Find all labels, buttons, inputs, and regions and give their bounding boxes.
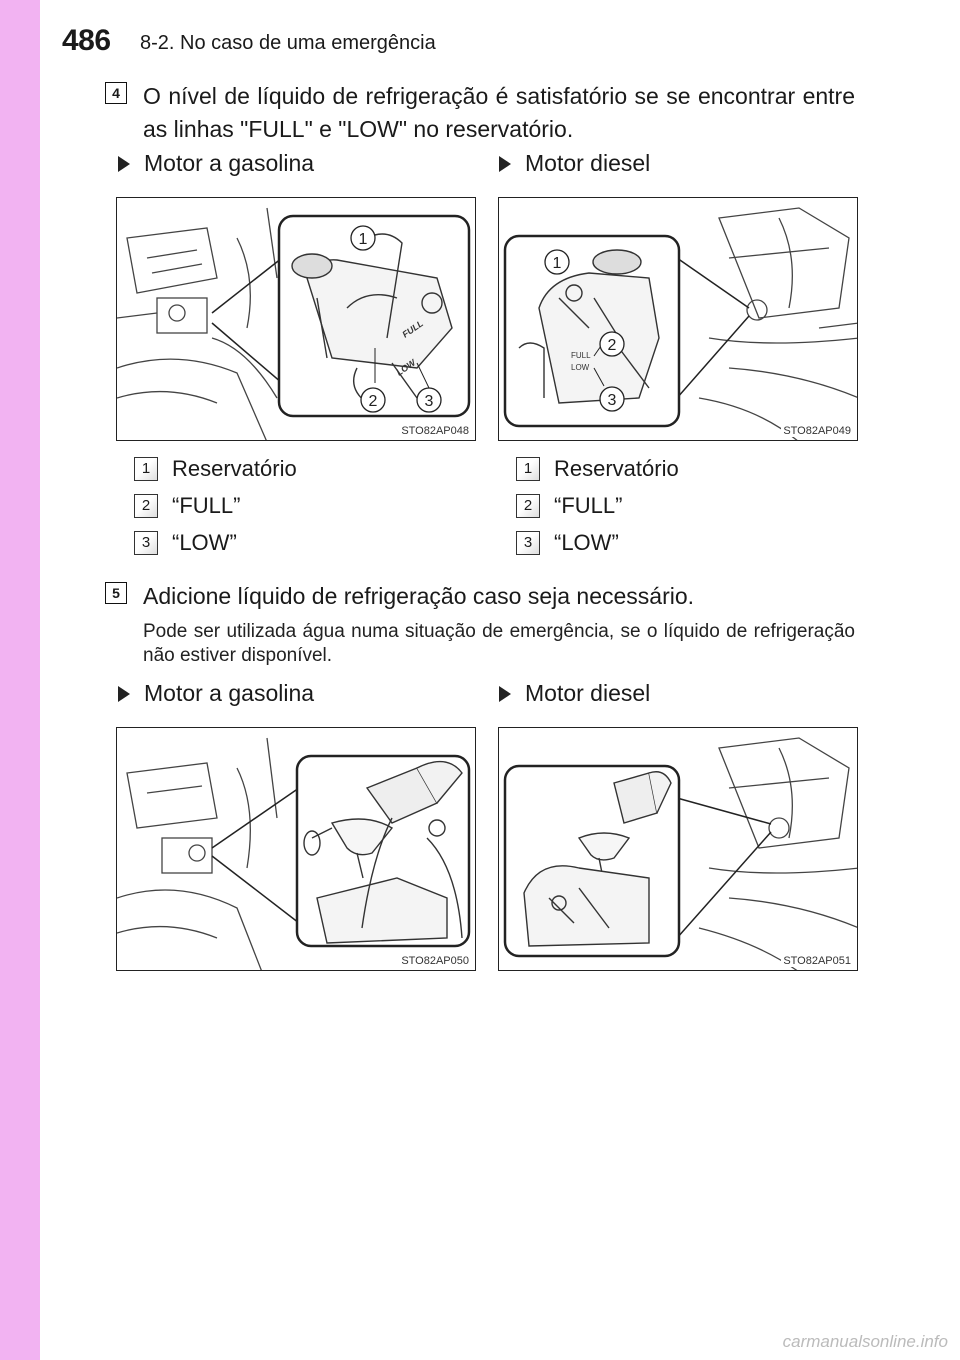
- triangle-bullet-icon: [499, 686, 511, 702]
- legend-item-reservoir: [134, 456, 297, 482]
- step-4-text: O nível de líquido de refrigeração é satisfatório se se encontrar entre as linhas "FULL" e "LOW" no reservatório.: [143, 83, 855, 142]
- legend-item-low: [134, 530, 237, 556]
- engine-bay-diesel-illustration: [499, 198, 858, 441]
- legend-number: 3: [516, 531, 540, 555]
- step-5-note: Pode ser utilizada água numa situação de emergência, se o líquido de refrigeração não estiver disponível.: [143, 621, 855, 666]
- subhead-label: Motor diesel: [525, 150, 651, 176]
- engine-bay-diesel-refill-illustration: [499, 728, 858, 971]
- step-badge-5: 5: [105, 582, 127, 604]
- subhead-label: Motor diesel: [525, 680, 651, 706]
- callout-3: 3: [607, 392, 617, 409]
- section-title: 8-2. No caso de uma emergência: [140, 32, 436, 54]
- subhead-gasoline-top: [118, 150, 314, 177]
- legend-number: 1: [134, 457, 158, 481]
- legend-text: “LOW”: [172, 530, 237, 555]
- subhead-label: Motor a gasolina: [144, 150, 315, 176]
- legend-number: 2: [134, 494, 158, 518]
- legend-item-full: [134, 493, 240, 519]
- site-watermark: carmanualsonline.info: [782, 1332, 948, 1351]
- callout-1: 1: [358, 231, 368, 248]
- figure-gasoline-adding-coolant: [116, 727, 476, 971]
- inset-low-label: LOW: [394, 357, 418, 378]
- legend-text: Reservatório: [554, 456, 679, 481]
- legend-text: Reservatório: [172, 456, 297, 481]
- triangle-bullet-icon: [499, 156, 511, 172]
- legend-item-full: [516, 493, 622, 519]
- subhead-gasoline-bottom: [118, 680, 314, 707]
- subhead-label: Motor a gasolina: [144, 680, 315, 706]
- callout-2: 2: [368, 393, 378, 410]
- legend-number: 1: [516, 457, 540, 481]
- figure-code: STO82AP050: [401, 955, 469, 967]
- step-5-text: Adicione líquido de refrigeração caso seja necessário.: [143, 583, 695, 609]
- triangle-bullet-icon: [118, 156, 130, 172]
- callout-1: 1: [552, 255, 562, 272]
- figure-gasoline-reservoir: [116, 197, 476, 441]
- legend-item-reservoir: [516, 456, 679, 482]
- figure-code: STO82AP051: [783, 955, 851, 967]
- legend-text: “LOW”: [554, 530, 619, 555]
- legend-text: “FULL”: [172, 493, 241, 518]
- callout-2: 2: [607, 337, 617, 354]
- step-badge-4: 4: [105, 82, 127, 104]
- legend-number: 2: [516, 494, 540, 518]
- page-number: 486: [62, 24, 111, 57]
- legend-item-low: [516, 530, 619, 556]
- zoom-line: [677, 798, 771, 824]
- engine-bay-gasoline-refill-illustration: [117, 728, 476, 971]
- callout-3: 3: [424, 393, 434, 410]
- triangle-bullet-icon: [118, 686, 130, 702]
- figure-code: STO82AP048: [401, 425, 469, 437]
- legend-text: “FULL”: [554, 493, 623, 518]
- subhead-diesel-bottom: [499, 680, 650, 707]
- engine-bay-gasoline-illustration: [117, 198, 476, 441]
- legend-number: 3: [134, 531, 158, 555]
- inset-full-label: FULL: [571, 351, 591, 360]
- zoom-line: [212, 788, 299, 848]
- subhead-diesel-top: [499, 150, 650, 177]
- inset-full-label: FULL: [400, 318, 425, 340]
- side-color-band: [0, 0, 40, 1360]
- figure-diesel-reservoir: [498, 197, 858, 441]
- figure-diesel-adding-coolant: [498, 727, 858, 971]
- figure-code: STO82AP049: [783, 425, 851, 437]
- inset-low-label: LOW: [571, 363, 590, 372]
